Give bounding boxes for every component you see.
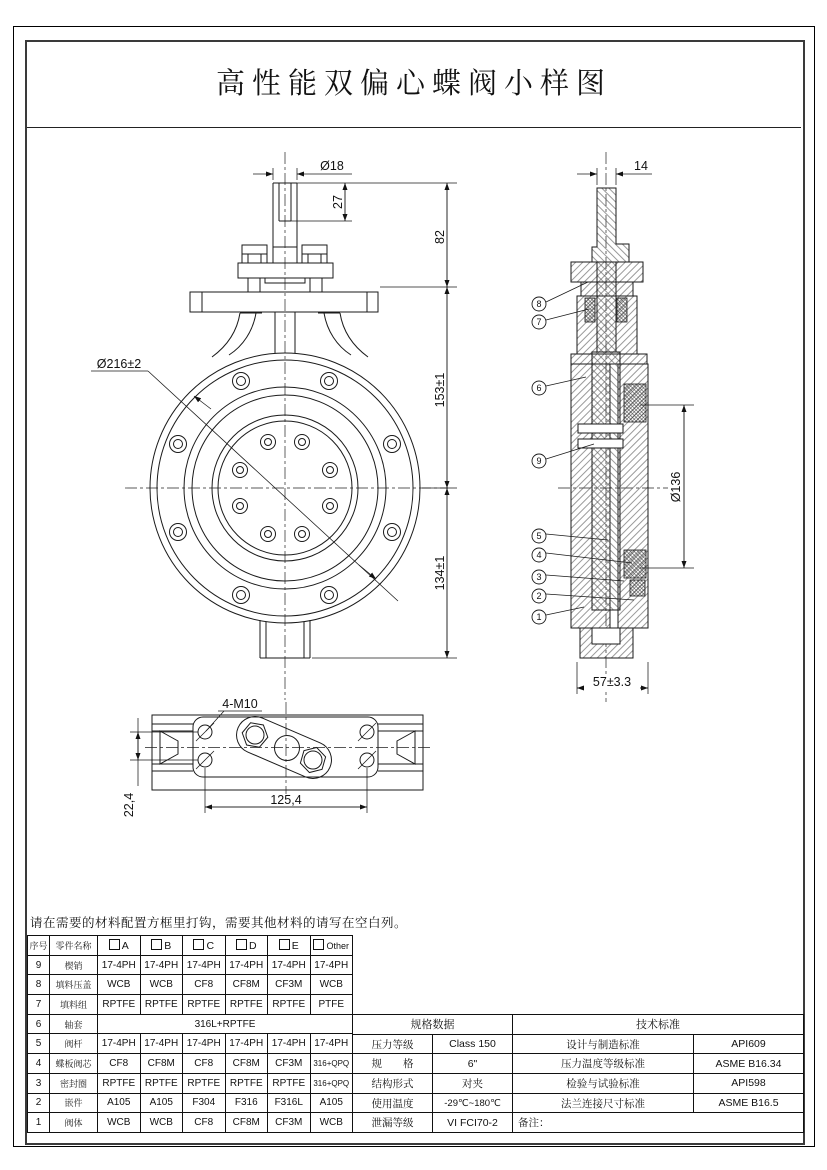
table-row [513, 1113, 804, 1133]
table-row: 压力等级 Class 150 [353, 1034, 513, 1054]
callout-1: 1 [536, 612, 542, 622]
col-header-b: B [140, 936, 183, 956]
page-title: 高性能双偏心蝶阀小样图 [215, 68, 612, 100]
packing-gland-front [238, 263, 333, 292]
table-row: 3 密封圈 RPTFE RPTFE RPTFE RPTFE RPTFE 316+QPQ [28, 1073, 353, 1093]
col-header-e: E [268, 936, 311, 956]
col-header-d: D [225, 936, 268, 956]
table-row: 7 填料组 RPTFE RPTFE RPTFE RPTFE RPTFE PTFE [28, 995, 353, 1015]
callout-6: 6 [536, 383, 542, 393]
callout-5: 5 [536, 531, 542, 541]
seat-retainer-section [630, 580, 645, 596]
standards-table-title: 技术标准 [513, 1015, 804, 1035]
seq-header: 序号 [28, 936, 50, 956]
side-view [532, 152, 694, 702]
materials-note: 请在需要的材料配置方框里打钩，需要其他材料的请写在空白列。 [30, 916, 408, 930]
stem-mid-section [597, 262, 616, 352]
top-view [122, 697, 430, 817]
checkbox-e [279, 939, 290, 950]
table-row: 法兰连接尺寸标准 ASME B16.5 [513, 1093, 804, 1113]
seat-lower-section [624, 550, 646, 578]
callout-8: 8 [536, 299, 542, 309]
technical-drawing [25, 128, 803, 912]
front-view [91, 152, 457, 700]
table-row: 8 填料压盖 WCB WCB CF8 CF8M CF3M WCB [28, 975, 353, 995]
table-row: 规 格 6" [353, 1054, 513, 1074]
checkbox-b [151, 939, 162, 950]
table-row: 9 楔销 17-4PH 17-4PH 17-4PH 17-4PH 17-4PH 17-4PH [28, 955, 353, 975]
col-header-other: Other [310, 936, 353, 956]
stem-bore-top [275, 736, 300, 761]
table-row: 压力温度等级标准 ASME B16.34 [513, 1054, 804, 1074]
materials-table [27, 935, 353, 1133]
remark-cell: 备注： [513, 1113, 804, 1133]
table-row: 结构形式 对夹 [353, 1074, 513, 1094]
mounting-plate-front [190, 292, 378, 312]
bottom-recess [592, 628, 620, 644]
spec-table-title: 规格数据 [353, 1015, 513, 1035]
spec-table [352, 1014, 513, 1133]
stem-top-section [592, 188, 629, 262]
seat-upper-section [624, 384, 646, 422]
dim-thread-note: 4-M10 [222, 697, 258, 711]
checkbox-a [109, 939, 120, 950]
callout-2: 2 [536, 591, 542, 601]
standards-table [512, 1014, 804, 1133]
packing-right-section [617, 298, 627, 322]
table-row: 使用温度 -29℃~180℃ [353, 1093, 513, 1113]
dim-body-dia: Ø216±2 [96, 357, 142, 371]
dim-seat-dia: Ø136 [669, 471, 683, 503]
table-row: 5 阀杆 17-4PH 17-4PH 17-4PH 17-4PH 17-4PH 17-4PH [28, 1034, 353, 1054]
callout-9: 9 [536, 456, 542, 466]
callout-4: 4 [536, 550, 542, 560]
stem-nuts-top [240, 722, 328, 774]
table-row: 检验与试验标准 API598 [513, 1074, 804, 1094]
col-header-c: C [183, 936, 226, 956]
table-row: 1 阀体 WCB WCB CF8 CF8M CF3M WCB [28, 1113, 353, 1133]
dim-shaft-dia: Ø18 [320, 159, 344, 173]
stem-hub-section [592, 352, 620, 610]
checkbox-d [236, 939, 247, 950]
dim-lower-half: 134±1 [433, 555, 447, 591]
dim-body-width: 57±3.3 [592, 675, 632, 689]
table-row: 2 嵌件 A105 A105 F304 F316 F316L A105 [28, 1093, 353, 1113]
gland-nuts [239, 245, 330, 263]
part-header: 零件名称 [50, 936, 98, 956]
materials-header-row [28, 936, 353, 956]
callout-7: 7 [536, 317, 542, 327]
table-row: 泄漏等级 VI FCI70-2 [353, 1113, 513, 1133]
merged-material-cell: 316L+RPTFE [98, 1014, 353, 1034]
wedge-pin-upper [578, 424, 623, 433]
neck-front [212, 312, 368, 357]
title-band [27, 42, 801, 128]
callout-3: 3 [536, 572, 542, 582]
dim-upper-half: 153±1 [433, 372, 447, 408]
dim-top-height: 82 [433, 230, 447, 244]
col-header-a: A [98, 936, 141, 956]
checkbox-other [313, 939, 324, 950]
dim-hole-pitch-y: 22,4 [122, 792, 136, 818]
dim-flat-length: 27 [331, 195, 345, 209]
dim-shaft-width: 14 [634, 159, 648, 173]
dim-hole-pitch-x: 125,4 [270, 793, 302, 807]
checkbox-c [193, 939, 204, 950]
table-row: 6 轴套 316L+RPTFE [28, 1014, 353, 1034]
table-row: 设计与制造标准 API609 [513, 1034, 804, 1054]
front-dimensions [91, 159, 457, 658]
table-row: 4 蝶板阀芯 CF8 CF8M CF8 CF8M CF3M 316+QPQ [28, 1054, 353, 1074]
